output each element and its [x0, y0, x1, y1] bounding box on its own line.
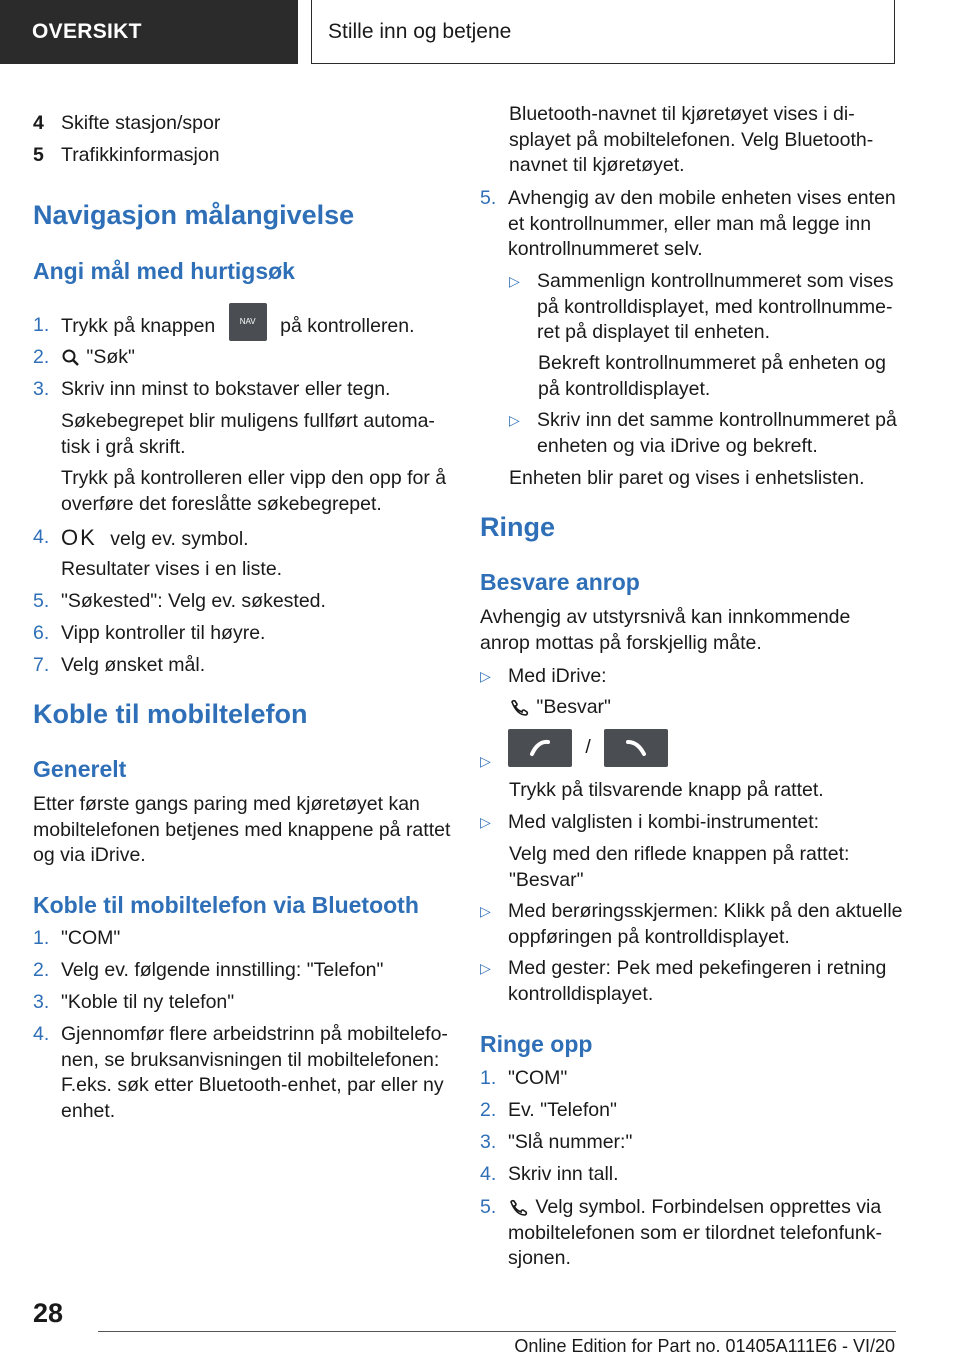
ok-icon: OK — [61, 525, 97, 550]
accept-call-button-icon — [508, 729, 572, 767]
bullet-icon: ▷ — [480, 960, 491, 976]
bullet-item: ▷ Med valglisten i kombi-instrumentet: — [480, 810, 905, 836]
continued-paragraph: Bluetooth-navnet til kjøretøyet vises i di-splayet på mobiltelefonen. Velg Bluetooth-navnet til kjøretøyet. — [509, 103, 874, 176]
bullet-icon: ▷ — [509, 273, 520, 289]
bullet-icon: ▷ — [480, 753, 491, 769]
paired-paragraph: Enheten blir paret og vises i enhetslisten. — [509, 467, 865, 489]
step-item: 1. "COM" — [33, 927, 121, 949]
bullet-note: Trykk på tilsvarende knapp på rattet. — [509, 779, 824, 801]
step-item: 4. Gjennomfør flere arbeidstrinn på mobiltelefo-nen, se bruksanvisningen til mobiltelefonen: F.eks. søk etter Bluetooth-enhet, par eller ny enhet. — [33, 1023, 448, 1122]
step-item: 2. Ev. "Telefon" — [480, 1099, 617, 1121]
sub-bullet-item: ▷ Sammenlign kontrollnummeret som vises på kontrolldisplayet, med kontrollnumme-ret på displayet til enheten. — [480, 269, 905, 346]
heading-ringe: Ringe — [480, 512, 556, 542]
step-item: 4. OK velg ev. symbol. — [33, 525, 249, 550]
heading-hurtigsok: Angi mål med hurtigsøk — [33, 258, 295, 284]
step-item: 7. Velg ønsket mål. — [33, 654, 206, 676]
step-item: 2. "Søk" — [33, 346, 135, 368]
heading-bluetooth: Koble til mobiltelefon via Bluetooth — [33, 892, 419, 918]
bullet-icon: ▷ — [480, 903, 491, 919]
header-section-tab[interactable] — [0, 0, 298, 64]
sub-step: "Besvar" — [480, 695, 905, 721]
bullet-icon: ▷ — [509, 412, 520, 428]
footer-divider — [98, 1331, 896, 1332]
nav-button-icon: NAV — [229, 303, 267, 341]
bullet-item: ▷ / — [480, 729, 905, 775]
phone-icon — [508, 1198, 530, 1218]
heading-koble: Koble til mobiltelefon — [33, 699, 308, 729]
step-item: 1. Trykk på knappen NAV på kontrolleren. — [33, 313, 453, 341]
step-item: 6. Vipp kontroller til høyre. — [33, 622, 266, 644]
step-item: 5. "Søkested": Velg ev. søkested. — [33, 590, 326, 612]
step-note: Resultater vises i en liste. — [61, 558, 283, 580]
search-icon — [61, 348, 81, 368]
sub-bullet-note: Bekreft kontrollnummeret på enheten og på kontrolldisplayet. — [538, 352, 886, 400]
bullet-note: Velg med den riflede knappen på rattet: "Besvar" — [509, 843, 850, 891]
step-item: 1. "COM" — [480, 1067, 568, 1089]
step-item: 4. Skriv inn tall. — [480, 1163, 619, 1185]
sub-bullet-item: ▷ Skriv inn det samme kontrollnummeret på enheten og via iDrive og bekreft. — [480, 408, 905, 459]
step-item: 5. Velg symbol. Forbindelsen opprettes via mobiltelefonen som er tilordnet telefonfunk-sjonen. — [480, 1196, 882, 1269]
heading-ringe-opp: Ringe opp — [480, 1031, 593, 1057]
list-item: 4 Skifte stasjon/spor — [33, 112, 221, 134]
bullet-item: ▷ Med gester: Pek med pekefingeren i retning kontrolldisplayet. — [480, 956, 905, 1007]
reject-call-button-icon — [604, 729, 668, 767]
step-item: 5. Avhengig av den mobile enheten vises enten et kontrollnummer, eller man må legge inn kontrollnummeret selv. — [480, 187, 896, 260]
header-section-label: OVERSIKT — [32, 20, 142, 43]
bullet-icon: ▷ — [480, 814, 491, 830]
heading-navigasjon: Navigasjon målangivelse — [33, 200, 355, 230]
step-note: Søkebegrepet blir muligens fullført automa-tisk i grå skrift. — [61, 410, 435, 458]
step-item: 3. "Slå nummer:" — [480, 1131, 633, 1153]
header-chapter-tab[interactable] — [311, 0, 895, 64]
step-note: Trykk på kontrolleren eller vipp den opp for å overføre det foreslåtte søkebegrepet. — [61, 467, 447, 515]
header-chapter-label: Stille inn og betjene — [328, 19, 512, 43]
step-item: 2. Velg ev. følgende innstilling: "Telefon" — [33, 959, 384, 981]
bullet-item: ▷ Med berøringsskjermen: Klikk på den aktuelle oppføringen på kontrolldisplayet. — [480, 899, 905, 950]
bullet-icon: ▷ — [480, 668, 491, 684]
generelt-paragraph: Etter første gangs paring med kjøretøyet kan mobiltelefonen betjenes med knappene på rattet og via iDrive. — [33, 793, 451, 866]
phone-icon — [509, 698, 531, 718]
step-item: 3. "Koble til ny telefon" — [33, 991, 235, 1013]
bullet-item: ▷ Med iDrive: — [480, 664, 905, 690]
besvare-paragraph: Avhengig av utstyrsnivå kan innkommende anrop mottas på forskjellig måte. — [480, 606, 851, 654]
heading-besvare: Besvare anrop — [480, 569, 640, 595]
footer-edition: Online Edition for Part no. 01405A111E6 - VI/20 — [514, 1336, 895, 1356]
page-number: 28 — [33, 1298, 64, 1328]
heading-generelt: Generelt — [33, 756, 127, 782]
list-item: 5 Trafikkinformasjon — [33, 144, 220, 166]
step-item: 3. Skriv inn minst to bokstaver eller tegn. — [33, 378, 391, 400]
